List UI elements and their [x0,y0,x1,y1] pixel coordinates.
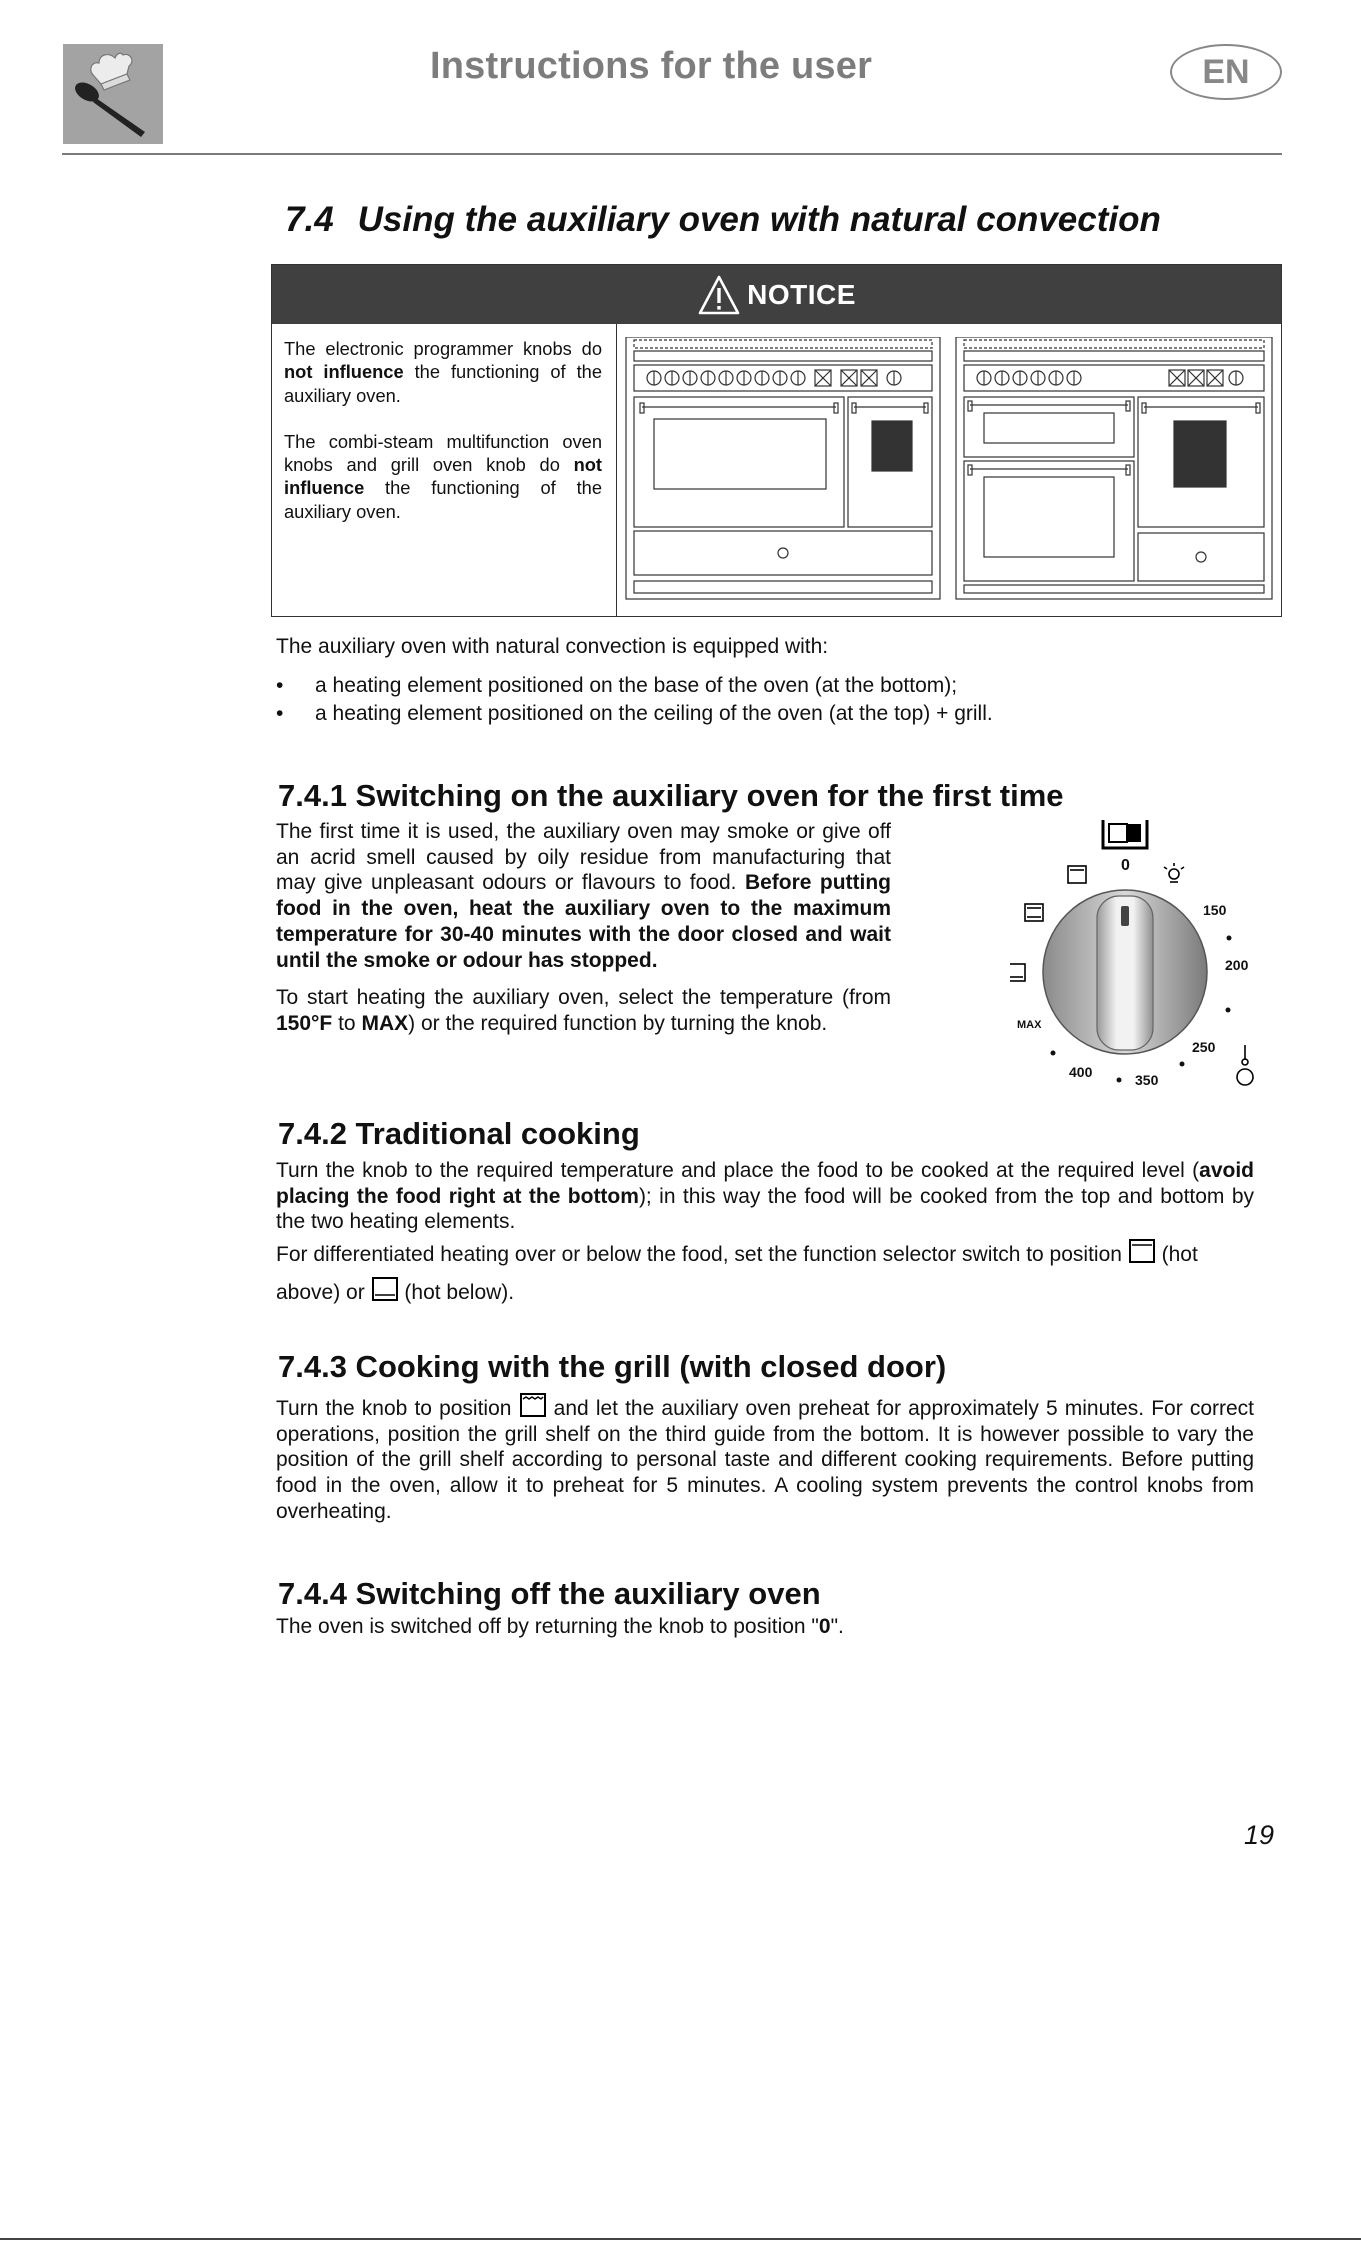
paragraph-traditional-cooking: Turn the knob to the required temperature and place the food to be cooked at the required level (avoid placing the food right at the bottom); in this way the food will be cooked from the top and bottom by the two heating elements. [276,1159,1255,1234]
notice-label: NOTICE [747,278,856,310]
notice-box [271,264,1282,617]
subsection-title-743: 7.4.3 Cooking with the grill (with closed door) [278,1349,947,1384]
knob-label-0: 0 [1121,857,1130,874]
knob-label-250: 250 [1192,1039,1216,1055]
bottom-divider [0,2238,1361,2240]
header-divider [62,153,1282,155]
hot-above-icon [1128,1238,1156,1264]
defrost-icon [1237,1069,1253,1085]
page-number: 19 [1244,1820,1275,1850]
paragraph-switching-off: The oven is switched off by returning the knob to position "0". [276,1615,844,1638]
section-title-text: Using the auxiliary oven with natural convection [357,200,1161,239]
paragraph-first-use: The first time it is used, the auxiliary oven may smoke or give off an acrid smell caused by oily residue from manufacturing that may give unpleasant odours or flavours to food. Before putting food in the oven, heat the auxiliary oven to the maximum temperature for 30-40 minutes with the door closed and wait until the smoke or odour has stopped. [276,820,892,972]
paragraph-start-heating: To start heating the auxiliary oven, select the temperature (from 150°F to MAX) or the required function by turning the knob. [276,986,891,1035]
range-cooker-illustrations [624,337,1274,605]
paragraph-grill-cooking: Turn the knob to position and let the auxiliary oven preheat for approximately 5 minutes. For correct operations, position the grill shelf on the third guide from the bottom. It is however possible to vary the position of the grill shelf according to personal taste and different cooking requirements. Before putting food in the oven, allow it to preheat for 5 minutes. A cooling system prevents the control knobs from overheating. [276,1392,1254,1525]
auxiliary-oven-symbol-icon [1103,820,1147,848]
knob-label-200: 200 [1225,957,1249,973]
top-heat-icon [1068,866,1086,883]
subsection-title-744: 7.4.4 Switching off the auxiliary oven [278,1576,821,1611]
hot-below-icon [371,1276,399,1302]
section-number: 7.4 [285,200,334,239]
spoon-chef-hat-logo-icon [63,44,163,144]
notice-divider [616,324,617,617]
list-item: • a heating element positioned on the ceiling of the oven (at the top) + grill. [276,700,1276,728]
warning-triangle-icon [697,274,741,316]
bottom-heat-icon [1010,964,1025,981]
subsection-title-742: 7.4.2 Traditional cooking [278,1116,640,1151]
subsection-title-741: 7.4.1 Switching on the auxiliary oven for the first time [278,778,1064,813]
intro-lead: The auxiliary oven with natural convection is equipped with: [276,635,829,658]
range-cooker-right-illustration [956,337,1272,599]
knob-label-350: 350 [1135,1072,1159,1088]
notice-header [272,265,1281,324]
language-badge: EN [1170,44,1282,100]
knob-label-150: 150 [1203,902,1227,918]
header-title: Instructions for the user [430,45,873,87]
top-bottom-heat-icon [1025,904,1043,921]
knob-label-max: MAX [1017,1019,1042,1031]
list-item: • a heating element positioned on the base of the oven (at the bottom); [276,672,1276,700]
section-title [285,200,1161,240]
range-cooker-left-illustration [626,337,940,599]
notice-paragraph-1: The electronic programmer knobs do not influence the functioning of the auxiliary oven. [284,338,602,406]
notice-text [284,337,602,546]
oven-control-knob-diagram [1010,820,1290,1110]
knob-label-400: 400 [1069,1064,1093,1080]
oven-light-icon [1169,869,1179,879]
grill-icon [519,1392,547,1418]
notice-paragraph-2: The combi-steam multifunction oven knobs and grill oven knob do not influence the functioning of the auxiliary oven. [284,430,602,522]
heating-elements-list [276,672,1276,728]
paragraph-differentiated-heating: For differentiated heating over or below the food, set the function selector switch to position (hot above) or (hot below). [276,1236,1266,1312]
